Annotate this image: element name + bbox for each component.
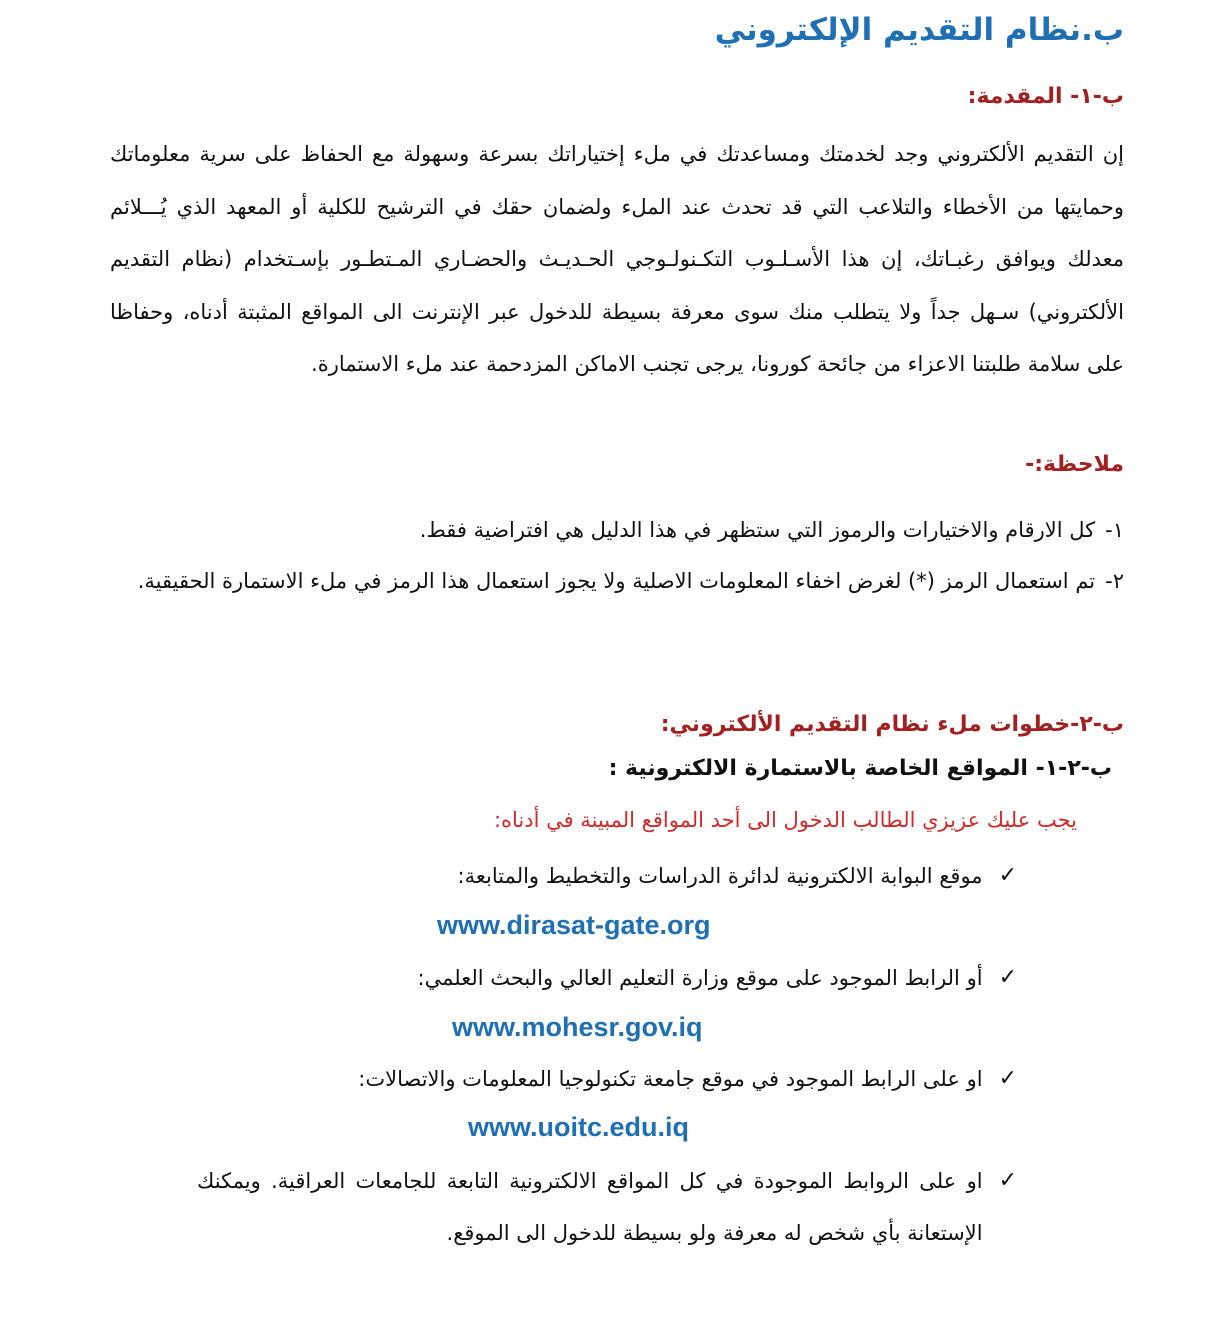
site-item-label: او على الروابط الموجودة في كل المواقع الالكترونية التابعة للجامعات العراقية. ويمكنك الإستعانة بأي شخص له معرفة ولو بسيطة للدخول الى الموقع. — [197, 1169, 983, 1245]
site-item-all-universities — [197, 1155, 1017, 1259]
sites-subheading: ب-٢-١- المواقع الخاصة بالاستمارة الالكترونية : — [608, 756, 1112, 781]
instruction-text: يجب عليك عزيزي الطالب الدخول الى أحد المواقع المبينة في أدناه: — [493, 808, 1077, 832]
page-title: ب.نظام التقديم الإلكتروني — [714, 12, 1124, 48]
steps-heading: ب-٢-خطوات ملء نظام التقديم الألكتروني: — [660, 712, 1124, 737]
note-item-1 — [110, 504, 1124, 556]
site-item-label: موقع البوابة الالكترونية لدائرة الدراسات والتخطيط والمتابعة: — [457, 864, 983, 888]
checkmark-icon: ✓ — [998, 863, 1017, 888]
site-item-label: او على الرابط الموجود في موقع جامعة تكنولوجيا المعلومات والاتصالات: — [358, 1067, 983, 1091]
note-heading: ملاحظة:- — [1025, 452, 1124, 477]
site-item-label: أو الرابط الموجود على موقع وزارة التعليم العالي والبحث العلمي: — [417, 966, 983, 990]
checkmark-icon: ✓ — [998, 965, 1017, 990]
site-item-mohesr — [197, 952, 1017, 1004]
site-item-uoitc — [197, 1053, 1017, 1105]
site-url-dirasat[interactable]: www.dirasat-gate.org — [437, 910, 711, 940]
note-item-text: كل الارقام والاختيارات والرموز التي ستظهر في هذا الدليل هي افتراضية فقط. — [419, 518, 1096, 542]
intro-heading: ب-١- المقدمة: — [967, 84, 1124, 109]
note-item-number: ١- — [1105, 518, 1124, 542]
site-url-uoitc[interactable]: www.uoitc.edu.iq — [468, 1112, 689, 1142]
note-item-2 — [110, 555, 1124, 607]
note-item-text: تم استعمال الرمز (*) لغرض اخفاء المعلومات الاصلية ولا يجوز استعمال هذا الرمز في ملء الاستمارة الحقيقية. — [137, 569, 1096, 593]
site-url-mohesr[interactable]: www.mohesr.gov.iq — [452, 1012, 703, 1042]
site-item-dirasat — [197, 850, 1017, 902]
note-item-number: ٢- — [1105, 569, 1124, 593]
intro-paragraph: إن التقديم الألكتروني وجد لخدمتك ومساعدتك في ملء إختياراتك بسرعة وسهولة مع الحفاظ على سرية معلوماتك وحمايتها من الأخطاء والتلاعب التي قد تحدث عند الملء ولضمان حقك في الترشيح للكلية أو المعهد الذي يُـــلائم معدلك ويوافق رغبـاتك، إن هذا الأسـلـوب التكـنولـوجي الحـديـث والحضـاري المـتطـور بإسـتخدام (نظام التقديم الألكتروني) سـهل جداً ولا يتطلب منك سوى معرفة بسيطة للدخول عبر الإنترنت الى المواقع المثبتة أدناه، وحفاظا على سلامة طلبتنا الاعزاء من جائحة كورونا، يرجى تجنب الاماكن المزدحمة عند ملء الاستمارة. — [110, 142, 1124, 376]
checkmark-icon: ✓ — [998, 1066, 1017, 1091]
checkmark-icon: ✓ — [998, 1168, 1017, 1193]
